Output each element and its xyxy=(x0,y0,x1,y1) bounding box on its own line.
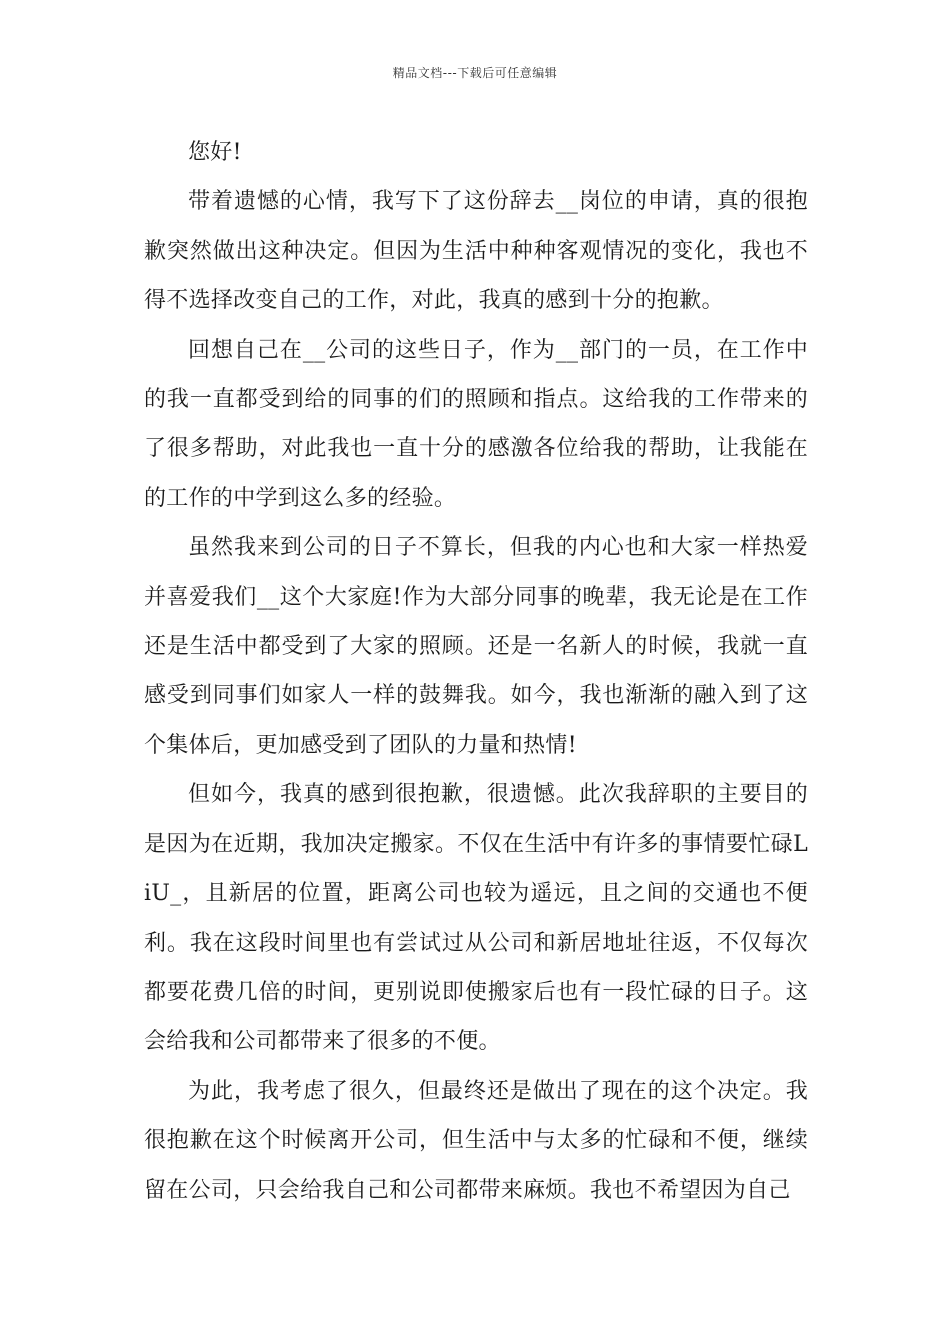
page-header: 精品文档---下载后可任意编辑 xyxy=(392,66,558,80)
paragraph: 为此，我考虑了很久，但最终还是做出了现在的这个决定。我很抱歉在这个时候离开公司，但生活中与太多的忙碌和不便，继续留在公司，只会给我自己和公司都带来麻烦。我也不希望因为自己 xyxy=(144,1078,808,1203)
paragraph: 虽然我来到公司的日子不算长，但我的内心也和大家一样热爱并喜爱我们__这个大家庭!作为大部分同事的晚辈，我无论是在工作还是生活中都受到了大家的照顾。还是一名新人的时候，我就一直感受到同事们如家人一样的鼓舞我。如今，我也渐渐的融入到了这个集体后，更加感受到了团队的力量和热情! xyxy=(144,535,808,758)
paragraph: 但如今，我真的感到很抱歉，很遗憾。此次我辞职的主要目的是因为在近期，我加决定搬家。不仅在生活中有许多的事情要忙碌LiU_，且新居的位置，距离公司也较为遥远，且之间的交通也不便利。我在这段时间里也有尝试过从公司和新居地址往返，不仅每次都要花费几倍的时间，更别说即使搬家后也有一段忙碌的日子。这会给我和公司都带来了很多的不便。 xyxy=(144,782,808,1055)
letter-body xyxy=(144,128,808,1215)
paragraph: 回想自己在__公司的这些日子，作为__部门的一员，在工作中的我一直都受到给的同事的们的照顾和指点。这给我的工作带来的了很多帮助，对此我也一直十分的感激各位给我的帮助，让我能在的工作的中学到这么多的经验。 xyxy=(144,337,808,511)
letter-greeting: 您好! xyxy=(188,140,242,165)
paragraph: 带着遗憾的心情，我写下了这份辞去__岗位的申请，真的很抱歉突然做出这种决定。但因为生活中种种客观情况的变化，我也不得不选择改变自己的工作，对此，我真的感到十分的抱歉。 xyxy=(144,189,808,314)
